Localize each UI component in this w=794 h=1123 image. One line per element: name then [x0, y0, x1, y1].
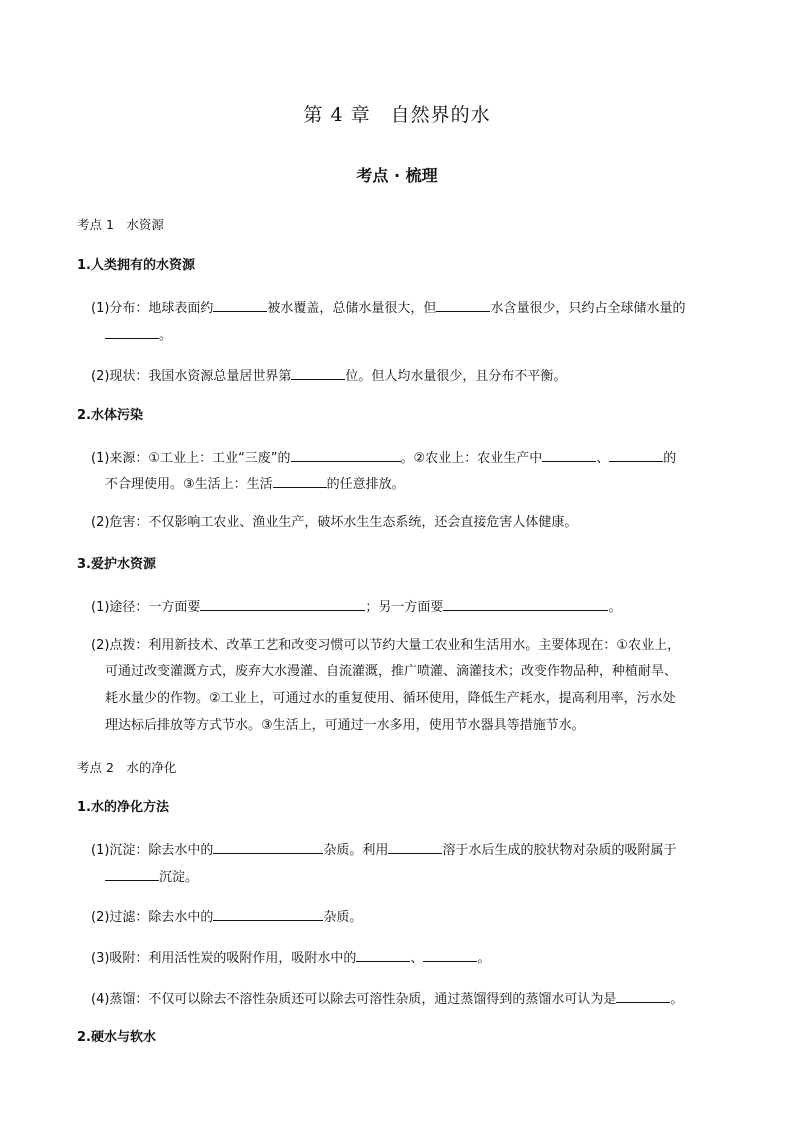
item-tips-line3: 耗水量少的作物。②工业上，可通过水的重复使用、循环使用，降低生产耗水，提高利用率，污水处: [105, 691, 676, 706]
heading-purification-methods: 1.水的净化方法: [77, 800, 169, 815]
item-distribution: (1)分布：地球表面约 被水覆盖，总储水量很大，但 水含量很少，只约占全球储水量的: [91, 298, 685, 318]
item-sources-cont: 不合理使用。③生活上：生活 的任意排放。: [105, 474, 405, 494]
chapter-title: 第 4 章 自然界的水: [303, 104, 491, 126]
blank: [213, 907, 323, 921]
item-filtration: (2)过滤：除去水中的 杂质。: [91, 907, 362, 927]
item-sedimentation: (1)沉淀：除去水中的 杂质。利用 溶于水后生成的胶状物对杂质的吸附属于: [91, 840, 676, 860]
item-approach: (1)途径：一方面要 ；另一方面要 。: [91, 597, 621, 617]
heading-hard-soft-water: 2.硬水与软水: [77, 1030, 156, 1045]
blank: [105, 867, 159, 881]
blank: [609, 448, 663, 462]
item-adsorption: (3)吸附：利用活性炭的吸附作用，吸附水中的 、 。: [91, 948, 490, 968]
blank: [423, 948, 477, 962]
blank: [616, 989, 670, 1003]
heading-protect-water: 3.爱护水资源: [77, 557, 156, 572]
item-distillation: (4)蒸馏：不仅可以除去不溶性杂质还可以除去可溶性杂质，通过蒸馏得到的蒸馏水可认为是 。: [91, 989, 683, 1009]
blank: [436, 298, 490, 312]
blank: [105, 325, 159, 339]
blank: [291, 448, 401, 462]
blank: [200, 597, 365, 611]
blank: [291, 366, 345, 380]
item-distribution-cont: 。: [105, 325, 172, 345]
item-tips-line1: (2)点拨：利用新技术、改革工艺和改变习惯可以节约大量工农业和生活用水。主要体现在：①农业上，: [91, 638, 681, 653]
blank: [213, 298, 267, 312]
item-harm: (2)危害：不仅影响工农业、渔业生产，破坏水生生态系统，还会直接危害人体健康。: [91, 515, 578, 530]
section-subtitle: 考点 · 梳理: [356, 166, 438, 185]
key-point-2-label: 考点 2 水的净化: [77, 760, 177, 775]
item-tips-line4: 理达标后排放等方式节水。③生活上，可通过一水多用，使用节水器具等措施节水。: [105, 718, 585, 733]
blank: [388, 840, 442, 854]
key-point-1-label: 考点 1 水资源: [77, 217, 164, 232]
blank: [356, 948, 410, 962]
item-status: (2)现状：我国水资源总量居世界第 位。但人均水量很少，且分布不平衡。: [91, 366, 566, 386]
item-sources: (1)来源：①工业上：工业“三废”的 。②农业上：农业生产中 、 的: [91, 448, 676, 468]
blank: [273, 474, 327, 488]
blank: [443, 597, 608, 611]
item-sedimentation-cont: 沉淀。: [105, 867, 198, 887]
item-tips-line2: 可通过改变灌溉方式，废弃大水漫灌、自流灌溉，推广喷灌、滴灌技术；改变作物品种，种植耐旱、: [105, 664, 678, 679]
blank: [542, 448, 596, 462]
blank: [213, 840, 323, 854]
heading-water-resources: 1.人类拥有的水资源: [77, 258, 195, 273]
heading-water-pollution: 2.水体污染: [77, 408, 143, 423]
